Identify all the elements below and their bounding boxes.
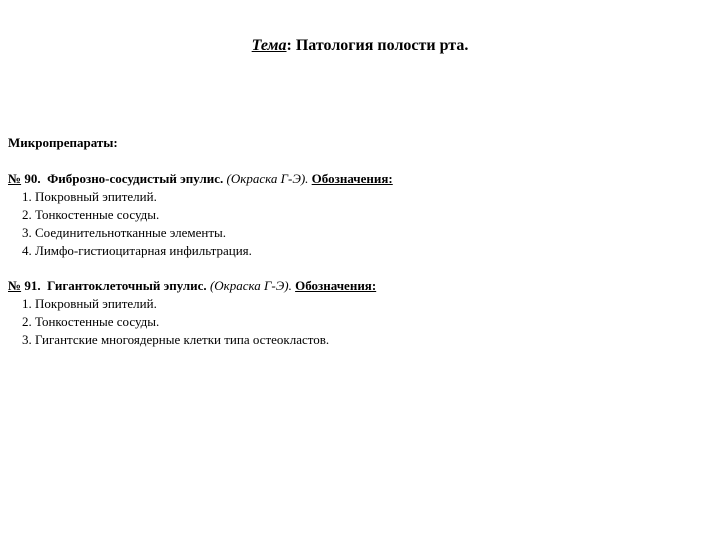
legend-list xyxy=(8,295,708,349)
preparation-91 xyxy=(8,277,708,349)
legend-item: 1. Покровный эпителий. xyxy=(22,189,157,204)
preparation-name: Гигантоклеточный эпулис. xyxy=(47,278,207,293)
number-sign: № xyxy=(8,278,22,293)
topic-word: Тема xyxy=(251,37,287,54)
legend-label: Обозначения: xyxy=(295,278,377,293)
preparation-number: 91. xyxy=(21,278,41,293)
page-title xyxy=(0,36,720,56)
legend-item: 2. Тонкостенные сосуды. xyxy=(22,207,160,222)
legend-label: Обозначения: xyxy=(311,171,393,186)
preparation-number: 90. xyxy=(21,171,41,186)
section-label: Микропрепараты: xyxy=(8,135,118,150)
topic-text: : Патология полости рта. xyxy=(286,37,469,54)
preparation-name: Фиброзно-сосудистый эпулис. xyxy=(47,171,224,186)
stain-note: (Окраска Г-Э). xyxy=(226,171,309,186)
preparation-header xyxy=(8,277,708,295)
legend-list xyxy=(8,188,708,260)
legend-item: 4. Лимфо-гистиоцитарная инфильтрация. xyxy=(22,243,252,258)
legend-item: 3. Гигантские многоядерные клетки типа остеокластов. xyxy=(22,332,330,347)
stain-note: (Окраска Г-Э). xyxy=(209,278,292,293)
preparation-90 xyxy=(8,170,708,260)
legend-item: 2. Тонкостенные сосуды. xyxy=(22,314,160,329)
legend-item: 3. Соединительнотканные элементы. xyxy=(22,225,227,240)
legend-item: 1. Покровный эпителий. xyxy=(22,296,157,311)
number-sign: № xyxy=(8,171,22,186)
preparation-header xyxy=(8,170,708,188)
